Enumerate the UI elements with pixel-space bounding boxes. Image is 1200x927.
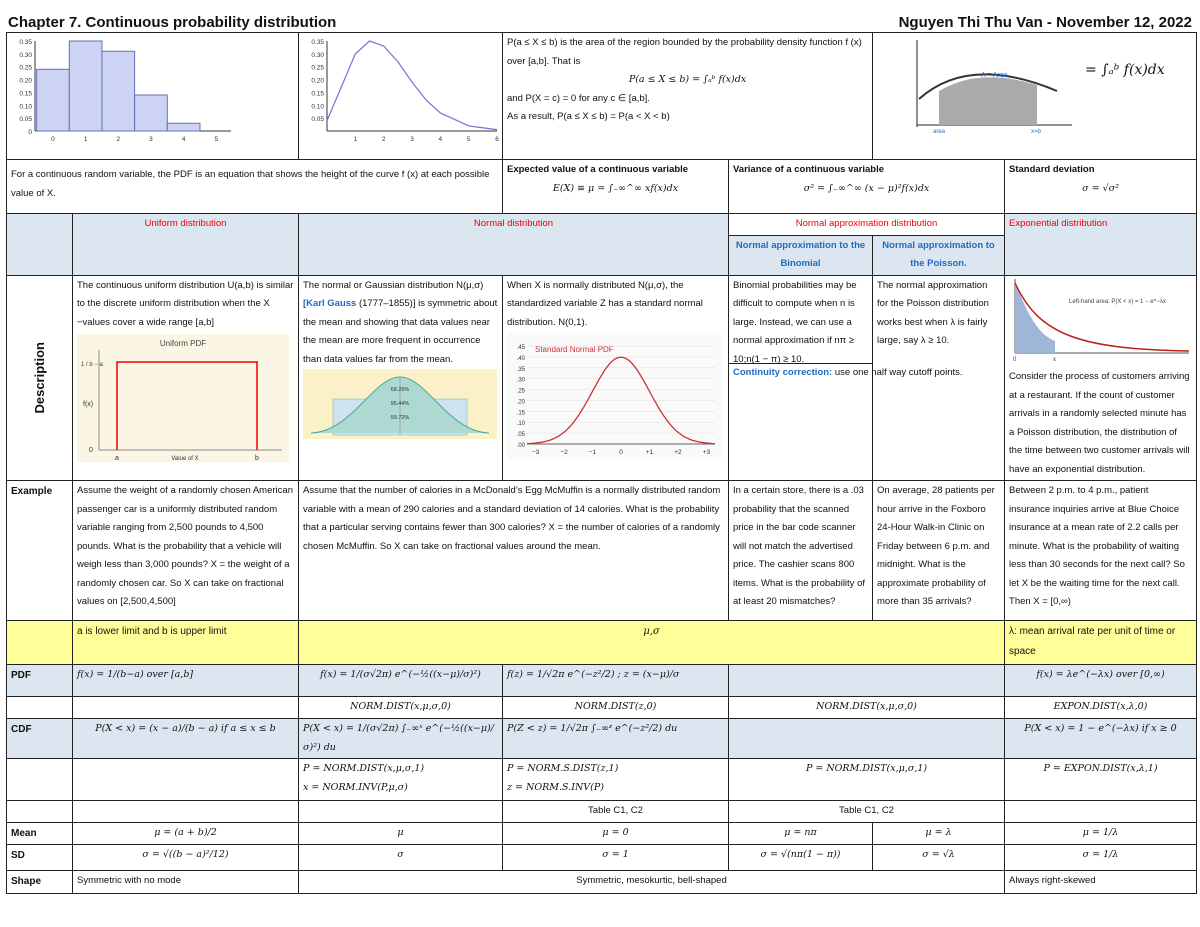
standard-normal-chart [507,332,721,460]
cdf-label: CDF [7,719,73,759]
uniform-shape: Symmetric with no mode [73,871,299,894]
pdf-label: PDF [7,665,73,697]
binomial-desc-text: Binomial probabilities may be difficult to compute when n is large. Instead, we can use a normal approximation if nπ ≥ 10;n(1 − π) ≥ 10. [733,279,857,365]
curve-ytick: 0.20 [311,77,324,85]
hist-xtick: 5 [214,136,219,143]
gauss-link[interactable]: [Karl Gauss [303,298,357,310]
uniform-pdf-title: Uniform PDF [159,339,207,349]
poisson-example: On average, 28 patients per hour arrive in the Foxboro 24-Hour Walk-in Clinic on Friday between 6 p.m. and midnight. What is the approximate probability of more than 35 arrivals? [873,481,1005,621]
std-ytick: .45 [516,345,525,352]
hist-xtick: 0 [51,136,55,143]
cdf-excel-label-cell [7,759,73,801]
example-label: Example [7,481,73,621]
curve-ytick: 0.25 [311,64,324,72]
exponential-table-empty [1005,801,1197,823]
normal-pdf-excel: NORM.DIST(x,μ,σ,0) [299,697,503,719]
uniform-cdf-excel-empty [73,759,299,801]
continuity-correction [729,363,963,383]
area-b-label: x=b [1031,129,1041,135]
hist-xtick: 2 [116,136,121,143]
expected-value-formula: E(X) ≡ μ = ∫₋∞^∞ xf(x)dx [552,182,679,194]
hist-ytick: 0.25 [19,64,32,72]
exponential-desc-text: Consider the process of customers arriving at a restaurant. If the count of customer arrivals in a randomly selected minute has a Poisson distribution, the distribution of the time between two customer arrivals will have an exponential distribution. [1009,371,1190,475]
std-xtick: 0 [619,449,623,457]
normal-header: Normal distribution [299,214,729,276]
uniform-mean: μ = (a + b)/2 [73,822,299,845]
std-normal-desc-text: When X is normally distributed N(μ,σ), the standardized variable Z has a standard normal distribution. N(0,1). [507,279,703,328]
area-a-label: area [933,129,946,135]
poisson-desc-text: The normal approximation for the Poisson distribution works best when λ is fairly large, say λ ≥ 10. [877,279,989,347]
normal-cdf-formula: P(X < x) = 1/(σ√2π) ∫₋∞ˣ e^(−½((x−μ)/σ)²) du [299,719,503,759]
sd-label: SD [7,845,73,871]
mean-label: Mean [7,822,73,845]
pdf-curve-chart [301,35,501,147]
poisson-mean: μ = λ [873,822,1005,845]
uniform-zero-label: 0 [89,447,93,455]
normal-table-empty [299,801,503,823]
approx-pdf-empty [729,665,1005,697]
exponential-shape: Always right-skewed [1005,871,1197,894]
uniform-example: Assume the weight of a randomly chosen American passenger car is a uniformly distributed random variable ranging from 2,500 pounds to 4,500 pounds. What is the probability that a vehicle will weigh less than 3,000 pounds? X = the weight of a randomly chosen car. So X can take on fractional values on [2,500,4,500] [73,481,299,621]
std-xtick: −2 [560,449,568,457]
std-ytick: .10 [516,421,525,428]
std-normal-cdf-excel [503,759,729,801]
normal-approx-poisson-header: Normal approximation to the Poisson. [873,235,1005,275]
exponential-header: Exponential distribution [1005,214,1197,276]
bell-curve-diagram [303,369,497,439]
hist-cell [7,33,299,160]
summary-table [6,32,1197,894]
std-ytick: .00 [516,443,525,450]
area-text-3: As a result, P(a ≤ X ≤ b) = P(a < X < b) [507,111,670,123]
hist-xtick: 3 [149,136,153,143]
normal-cdf-excel-2: x = NORM.INV(P,μ,σ) [303,781,408,793]
curve-xtick: 4 [438,136,443,143]
uniform-header: Uniform distribution [73,214,299,276]
author-date: Nguyen Thi Thu Van - November 12, 2022 [898,14,1192,31]
std-xtick: −1 [588,449,597,457]
normal-desc-pre: The normal or Gaussian distribution N(μ,σ) [303,279,484,291]
hist-bar [167,123,200,131]
uniform-a-label: a [115,455,119,463]
curve-ytick: 0.35 [311,39,324,46]
std-normal-mean: μ = 0 [503,822,729,845]
exponential-params: λ: mean arrival rate per unit of time or space [1005,621,1197,665]
curve-cell [299,33,503,160]
expected-value-title: Expected value of a continuous variable [507,164,689,175]
variance-cell [729,160,1005,214]
hist-ytick: 0.05 [19,116,32,124]
poisson-sd: σ = √λ [873,845,1005,871]
shape-label: Shape [7,871,73,894]
expected-value-cell [503,160,729,214]
std-normal-title: Standard Normal PDF [535,345,614,355]
area-label: A = Area [981,72,1008,79]
uniform-params: a is lower limit and b is upper limit [73,621,299,665]
curve-ytick: 0.05 [311,116,324,124]
exponential-pdf-excel: EXPON.DIST(x,λ,0) [1005,697,1197,719]
bell-label-3: 99.72% [390,415,410,422]
std-xtick: +3 [702,449,711,457]
params-label-cell [7,621,73,665]
uniform-xlabel: Value of X [171,456,199,463]
curve-xtick: 3 [410,136,414,143]
std-ytick: .35 [516,366,525,373]
std-ytick: .15 [516,410,525,417]
exponential-diagram [1009,277,1191,361]
exponential-cdf-excel: P = EXPON.DIST(x,λ,1) [1005,759,1197,801]
curve-line [327,41,497,130]
bell-label-2: 95.44% [390,401,410,408]
area-image-cell [873,33,1197,160]
hist-ytick: 0 [28,129,32,136]
std-ytick: .05 [516,432,525,439]
pdf-excel-label-cell [7,697,73,719]
variance-title: Variance of a continuous variable [733,164,884,175]
normal-shape: Symmetric, mesokurtic, bell-shaped [299,871,1005,894]
uniform-pdf-excel-empty [73,697,299,719]
uniform-table-empty [73,801,299,823]
hist-ytick: 0.20 [19,77,32,85]
std-xtick: +1 [645,449,654,457]
exponential-pdf-formula: f(x) = λe^(−λx) over [0,∞) [1005,665,1197,697]
corner-cell [7,214,73,276]
std-xtick: +2 [674,449,682,457]
uniform-b-label: b [255,455,259,463]
normal-mean: μ [299,822,503,845]
sd-cell [1005,160,1197,214]
uniform-pdf-diagram [77,334,289,462]
normal-params: μ,σ [299,621,1005,665]
std-ytick: .30 [516,377,525,384]
normal-desc-text [303,277,498,370]
exponential-x-label: x [1053,356,1057,363]
uniform-description [73,275,299,481]
area-definition [503,33,873,160]
normal-cdf-excel-1: P = NORM.DIST(x,μ,σ,1) [303,763,425,775]
exponential-area-label: Left-hand area: P(X < x) = 1 − e^−λx [1069,298,1166,305]
std-normal-table-ref: Table C1, C2 [503,801,729,823]
exponential-cdf-formula: P(X < x) = 1 − e^(−λx) if x ≥ 0 [1005,719,1197,759]
normal-approx-binomial-header: Normal approximation to the Binomial [729,235,873,275]
normal-approx-header: Normal approximation distribution [729,214,1005,236]
std-normal-sd: σ = 1 [503,845,729,871]
area-equation: = ∫ₐᵇ f(x)dx [1085,62,1165,78]
curve-ytick: 0.30 [311,51,324,59]
uniform-cdf-formula: P(X < x) = (x − a)/(b − a) if a ≤ x ≤ b [73,719,299,759]
pdf-definition: For a continuous random variable, the PDF is an equation that shows the height of the curve f (x) at each possible value of X. [7,160,503,214]
curve-xtick: 1 [353,136,358,143]
approx-table-ref: Table C1, C2 [729,801,1005,823]
area-formula: P(a ≤ X ≤ b) = ∫ₐᵇ f(x)dx [628,74,747,86]
area-under-curve-diagram [897,35,1077,135]
sd-formula: σ = √σ² [1082,182,1119,194]
normal-pdf-formula: f(x) = 1/(σ√2π) e^(−½((x−μ)/σ)²) [299,665,503,697]
approx-cdf-excel: P = NORM.DIST(x,μ,σ,1) [729,759,1005,801]
hist-ytick: 0.30 [19,51,32,59]
exponential-mean: μ = 1/λ [1005,822,1197,845]
approx-cdf-empty [729,719,1005,759]
curve-xtick: 2 [381,136,386,143]
std-normal-description [503,275,729,481]
continuity-correction-text: use one half way cutoff points. [832,366,963,378]
table-ref-label-cell [7,801,73,823]
continuity-correction-label: Continuity correction: [733,366,833,378]
normal-cdf-excel [299,759,503,801]
hist-ytick: 0.15 [19,90,32,98]
std-ytick: .40 [516,355,525,362]
binomial-example: In a certain store, there is a .03 probability that the scanned price in the bar code scanner will not match the advertised price. The cashier scans 800 items. What is the probability of at least 20 mismatches? [729,481,873,621]
area-text-1: P(a ≤ X ≤ b) is the area of the region bounded by the probability density function f (x) over [a,b]. That is [507,37,862,67]
uniform-desc-text: The continuous uniform distribution U(a,b) is similar to the discrete uniform distribution when the X −values cover a wide range [a,b] [77,279,294,328]
hist-bar [37,69,70,131]
hist-bar [102,51,135,131]
exponential-example: Between 2 p.m. to 4 p.m., patient insurance inquiries arrive at Blue Choice insurance at a mean rate of 2.2 calls per minute. What is the probability of waiting less than 30 seconds for the next call? So let X be the waiting time for the next call. Then X = [0,∞) [1005,481,1197,621]
curve-xtick: 6 [495,136,499,143]
hist-bar [135,95,168,131]
hist-ytick: 0.10 [19,103,32,111]
normal-sd: σ [299,845,503,871]
description-label: Description [31,342,47,414]
std-normal-pdf-formula: f(z) = 1/√2π e^(−z²/2) ; z = (x−μ)/σ [503,665,729,697]
normal-example: Assume that the number of calories in a McDonald’s Egg McMuffin is a normally distributed random variable with a mean of 290 calories and a standard deviation of 14 calories. What is the probability that a particular serving contains fewer than 300 calories? X = the number of calories of a randomly chosen McMuffin. So X can take on fractional values around the mean. [299,481,729,621]
std-normal-cdf-formula: P(Z < z) = 1/√2π ∫₋∞ᶻ e^(−z²/2) du [503,719,729,759]
area-text-2: and P(X = c) = 0 for any c ∈ [a,b]. [507,92,650,104]
std-cdf-excel-2: z = NORM.S.INV(P) [507,781,604,793]
curve-xtick: 5 [466,136,471,143]
std-normal-pdf-excel: NORM.DIST(z,0) [503,697,729,719]
approx-pdf-excel: NORM.DIST(x,μ,σ,0) [729,697,1005,719]
exponential-description [1005,275,1197,481]
exponential-sd: σ = 1/λ [1005,845,1197,871]
page-title: Chapter 7. Continuous probability distribution [8,14,337,31]
std-ytick: .20 [516,399,525,406]
uniform-height-label: 1 / b − a [81,362,103,369]
std-cdf-excel-1: P = NORM.S.DIST(z,1) [507,763,619,775]
normal-desc-post: (1777–1855)] is symmetric about the mean and showing that data values near the mean are more frequent in occurrence than data values far from the mean. [303,298,498,365]
hist-xtick: 1 [83,136,88,143]
curve-ytick: 0.15 [311,90,324,98]
exponential-zero-label: 0 [1013,356,1017,363]
std-xtick: −3 [531,449,540,457]
binomial-sd: σ = √(nπ(1 − π)) [729,845,873,871]
curve-ytick: 0.10 [311,103,324,111]
binomial-mean: μ = nπ [729,822,873,845]
uniform-fx-label: f(x) [83,401,94,409]
description-label-cell [7,275,73,481]
histogram-chart [9,35,239,147]
hist-ytick: 0.35 [19,39,32,46]
uniform-sd: σ = √((b − a)²/12) [73,845,299,871]
hist-bar [69,41,102,131]
hist-xtick: 4 [181,136,186,143]
uniform-pdf-formula: f(x) = 1/(b−a) over [a,b] [73,665,299,697]
bell-label-1: 68.26% [390,387,410,394]
normal-description [299,275,503,481]
variance-formula: σ² = ∫₋∞^∞ (x − μ)²f(x)dx [803,182,930,194]
sd-title: Standard deviation [1009,164,1095,175]
std-ytick: .25 [516,388,525,395]
